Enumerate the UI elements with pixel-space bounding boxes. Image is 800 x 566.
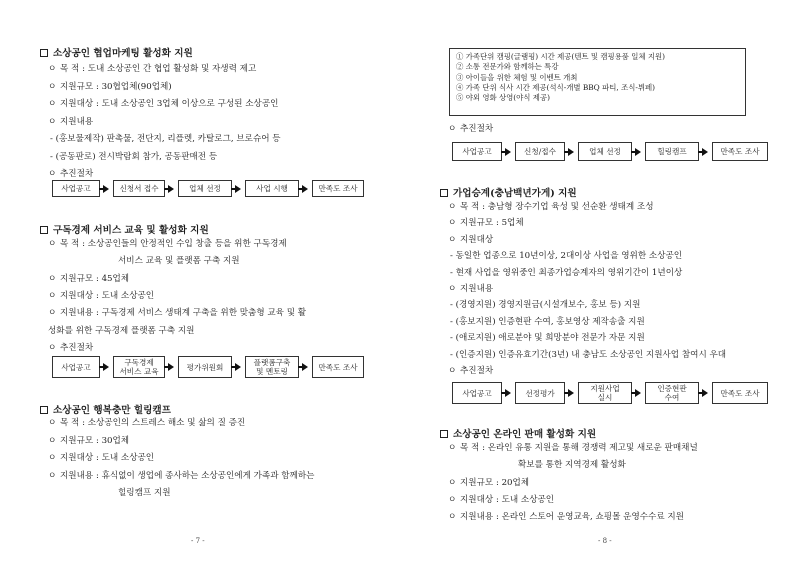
flow-step-box: 만족도 조사 [712,142,768,161]
bullet: ㅇ [48,470,57,481]
line-text: 목 적 : 소상공인의 스트레스 해소 및 삶의 질 증진 [60,418,246,428]
line-text: 지원규모 : 30업체 [60,435,130,446]
bullet: ㅇ [48,435,57,446]
body-line [48,453,154,464]
body-line [118,256,240,267]
flow-step-box: 플랫폼구축 및 멘토링 [245,356,299,378]
bullet: ㅇ [48,81,57,92]
section-title-subscription-economy: 구독경제 서비스 교육 및 활성화 지원 [40,222,209,236]
flow-step-box: 구독경제 서비스 교육 [113,356,165,378]
line-text: 지원규모 : 5업체 [460,218,524,229]
line-text: 목 적 : 충남형 장수기업 육성 및 선순환 생태계 조성 [460,202,654,212]
line-text: 지원대상 [460,234,494,245]
line-text: - (홍보물제작) 판촉물, 전단지, 리플렛, 카탈로그, 브로슈어 등 [50,134,281,144]
bullet: ㅇ [448,494,457,505]
line-text: - 동일한 업종으로 10년이상, 2대이상 사업을 영위한 소상공인 [450,251,683,262]
body-line [448,512,684,523]
flow-step-box: 사업공고 [452,142,502,161]
section-title-collab-marketing: 소상공인 협업마케팅 활성화 지원 [40,45,193,59]
arrow-right-icon [568,389,574,397]
line-text: 추진절차 [460,366,494,376]
line-text: - (애로지원) 애로분야 및 희망분야 전문가 자문 지원 [450,333,645,344]
checkbox-square-icon [40,406,48,414]
program-item: ④ 가족 단위 식사 시간 제공(석식-개별 BBQ 파티, 조식-뷔페) [456,82,656,92]
line-text: 추진절차 [60,342,94,353]
section-title-online-sales: 소상공인 온라인 판매 활성화 지원 [440,426,596,440]
flow-step-box: 만족도 조사 [312,356,364,378]
program-item: ② 소통 전문가와 함께하는 특강 [456,62,559,72]
bullet: ㅇ [448,202,457,212]
arrow-right-icon [635,148,641,156]
body-line [448,284,493,295]
checkbox-square-icon [440,430,448,438]
arrow-right-icon [235,185,241,193]
body-line [50,134,281,145]
bullet: ㅇ [448,284,457,294]
body-line [118,488,171,499]
flow-step-box: 업체 선정 [578,142,632,161]
arrow-right-icon [168,363,174,371]
bullet: ㅇ [448,512,457,523]
line-text: - (홍보지원) 인증현판 수여, 홍보영상 제작송출 지원 [450,316,645,327]
bullet: ㅇ [48,418,57,428]
flow-step-box: 만족도 조사 [712,382,768,404]
line-text: 서비스 교육 및 플랫폼 구축 지원 [118,256,240,267]
program-item: ③ 아이들을 위한 체험 및 이벤트 개최 [456,72,578,82]
body-line [448,235,493,246]
line-text: 목 적 : 온라인 유통 지원을 통해 경쟁력 제고및 새로운 판매채널 [460,443,698,453]
checkbox-square-icon [40,226,48,234]
body-line [448,495,554,506]
arrow-right-icon [103,363,109,371]
arrow-right-icon [505,389,511,397]
body-line [48,471,314,482]
arrow-right-icon [302,185,308,193]
flow-step-box: 신청/접수 [515,142,565,161]
arrow-right-icon [568,148,574,156]
arrow-right-icon [103,185,109,193]
arrow-right-icon [702,389,708,397]
process-flow [452,382,768,404]
body-line [48,343,93,354]
flow-step-box: 사업공고 [52,356,100,378]
process-flow [52,356,364,378]
body-line [48,99,278,110]
process-flow [452,142,768,161]
bullet: ㅇ [48,64,57,74]
line-text: 지원규모 : 20업체 [460,477,530,488]
camp-program-box [449,48,746,116]
line-text: 목 적 : 소상공인들의 안정적인 수입 창출 등을 위한 구독경제 [60,239,287,249]
flow-step-box: 평가위원회 [178,356,232,378]
body-line [48,436,129,447]
body-line [518,460,626,471]
arrow-right-icon [302,363,308,371]
arrow-right-icon [168,185,174,193]
line-text: - (공동판로) 전시박람회 참가, 공동판매전 등 [50,151,218,162]
body-line [50,152,217,163]
bullet: ㅇ [48,273,57,284]
line-text: 지원내용 : 구독경제 서비스 생태계 구축을 위한 맞춤형 교육 및 활 [60,308,307,319]
line-text: 지원규모 : 30협업체(90업체) [60,81,172,92]
body-line [48,418,245,429]
flow-step-box: 지원사업 실시 [578,382,632,404]
body-line [450,251,682,262]
line-text: 목 적 : 도내 소상공인 간 협업 활성화 및 자생력 제고 [60,64,257,74]
flow-step-box: 신청서 접수 [113,180,165,197]
line-text: 지원대상 : 도내 소상공인 3업체 이상으로 구성된 소상공인 [60,99,279,109]
body-line [450,317,645,328]
body-line [448,478,529,489]
bullet: ㅇ [48,453,57,463]
arrow-right-icon [702,148,708,156]
section-title-healing-camp: 소상공인 행복충만 힐링캠프 [40,402,171,416]
page-number: - 7 - [191,537,205,545]
bullet: ㅇ [48,169,57,179]
line-text: 힐링캠프 지원 [118,488,171,498]
body-line [450,333,645,344]
body-line [48,291,154,302]
program-item: ⑤ 야외 영화 상영(야식 제공) [456,93,550,103]
line-text: - 현재 사업을 영위중인 최종가업승계자의 영위기간이 1년이상 [450,267,683,278]
line-text: 확보를 통한 지역경제 활성화 [518,460,626,471]
flow-step-box: 힐링캠프 [645,142,699,161]
flow-step-box: 사업공고 [52,180,100,197]
line-text: 지원내용 [60,116,94,127]
body-line [48,117,93,128]
line-text: 지원규모 : 45업체 [60,273,130,284]
flow-step-box: 사업 시행 [245,180,299,197]
flow-step-box: 인증현판 수여 [645,382,699,404]
line-text: 지원내용 : 휴식없이 생업에 종사하는 소상공인에게 가족과 함께하는 [60,470,315,481]
bullet: ㅇ [448,443,457,453]
body-line [448,202,654,213]
flow-step-box: 사업공고 [452,382,502,404]
body-line [48,82,172,93]
line-text: 지원내용 [460,284,494,294]
bullet: ㅇ [48,239,57,249]
bullet: ㅇ [448,477,457,488]
bullet: ㅇ [48,116,57,127]
line-text: 지원대상 : 도내 소상공인 [60,453,155,463]
right-page [400,0,800,566]
section-title-family-business: 가업승계(충남백년가게) 지원 [440,185,577,199]
arrow-right-icon [505,148,511,156]
body-line [448,443,698,454]
body-line [48,169,93,180]
body-line [48,239,287,250]
page-number: - 8 - [598,537,612,545]
checkbox-square-icon [440,189,448,197]
arrow-right-icon [635,389,641,397]
arrow-right-icon [235,363,241,371]
flow-step-box: 선정평가 [515,382,565,404]
flow-step-box: 업체 선정 [178,180,232,197]
body-line [450,350,726,361]
body-line [448,218,524,229]
bullet: ㅇ [448,234,457,245]
body-line [448,366,493,377]
bullet: ㅇ [48,308,57,319]
line-text: - (경영지원) 경영지원금(시설개보수, 홍보 등) 지원 [450,300,641,311]
body-line [48,64,256,75]
body-line [48,326,194,337]
line-text: 지원대상 : 도내 소상공인 [460,494,555,505]
line-text: - (인증지원) 인증유효기간(3년) 내 충남도 소상공인 지원사업 참여시 우대 [450,349,727,360]
bullet: ㅇ [48,342,57,353]
line-text: 지원내용 : 온라인 스토어 운영교육, 쇼핑몰 운영수수료 지원 [460,512,684,523]
checkbox-square-icon [40,49,48,57]
line-text: 지원대상 : 도내 소상공인 [60,290,155,301]
body-line [48,274,129,285]
line-text: 추진절차 [60,169,94,179]
process-label: ㅇ 추진절차 [448,124,494,134]
line-text: 성화를 위한 구독경제 플랫폼 구축 지원 [48,325,195,336]
body-line [450,300,640,311]
process-flow [52,180,364,197]
bullet: ㅇ [448,366,457,376]
program-item: ① 가족단위 캠핑(글램핑) 시간 제공(텐트 및 캠핑용품 일체 지원) [456,52,666,61]
body-line [48,308,306,319]
bullet: ㅇ [48,290,57,301]
bullet: ㅇ [48,99,57,109]
body-line [450,268,682,279]
bullet: ㅇ [448,218,457,229]
flow-step-box: 만족도 조사 [312,180,364,197]
